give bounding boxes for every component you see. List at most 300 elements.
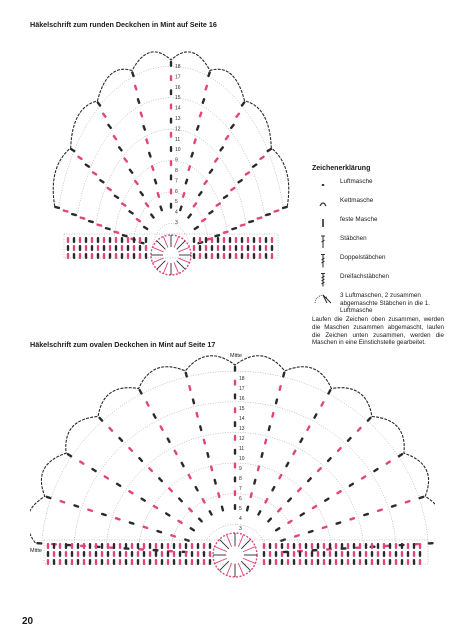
band-stitch [67,245,69,251]
stitch-mark [221,505,225,511]
band-stitch [85,237,87,243]
stitch-mark [145,401,150,407]
stitch-mark [134,84,138,90]
stitch-mark [363,512,369,516]
round-number: 9 [239,466,242,472]
round-number: 15 [175,95,181,102]
band-stitch [167,543,169,549]
band-stitch [269,543,271,549]
center-stitch [241,561,250,570]
center-stitch [153,247,164,252]
band-stitch [341,551,343,557]
doily-fan [30,356,435,577]
round-number: 13 [239,426,245,432]
stitch-mark [159,425,164,431]
band-stitch [247,245,249,251]
stitch-mark [207,71,211,77]
triple-treble-icon [312,273,334,287]
stitch-mark [397,453,403,458]
band-stitch [311,543,313,549]
triple-treble-icon [321,274,325,287]
stitch-mark [165,512,171,517]
stitch-mark [299,512,305,517]
band-stitch [263,543,265,549]
band-stitch [203,543,205,549]
band-stitch [199,245,201,251]
band-stitch [161,543,163,549]
center-stitch [241,539,250,548]
band-stitch [299,543,301,549]
stitch-mark [249,492,253,498]
stitch-mark [282,206,288,210]
band-stitch [271,237,273,243]
stitch-mark [194,485,199,491]
stitch-mark [128,490,134,495]
treble-crochet-icon [321,255,325,268]
stitch-mark [170,534,176,538]
round-number: 11 [175,136,181,143]
band-stitch [139,245,141,251]
band-stitch [185,543,187,549]
stitch-mark [188,507,194,513]
stitch-mark [170,132,172,138]
stitch-mark [404,500,410,504]
slip-stitch-icon [312,197,334,211]
band-stitch [293,543,295,549]
stitch-mark [166,437,171,443]
single-crochet-icon [312,216,334,230]
band-stitch [149,543,151,549]
band-stitch [95,551,97,557]
round-number: 4 [239,516,242,522]
band-stitch [97,237,99,243]
round-number: 18 [175,64,181,70]
band-stitch [143,543,145,549]
stitch-mark [306,425,311,431]
stitch-mark [193,138,197,144]
stitch-mark [142,225,148,230]
band-stitch [125,543,127,549]
stitch-mark [170,118,172,124]
band-stitch [53,543,55,549]
center-stitch [243,547,255,552]
legend-item [312,216,452,230]
band-stitch [353,543,355,549]
stitch-mark [223,230,229,234]
stitch-mark [234,490,236,496]
band-stitch [395,543,397,549]
center-stitch [215,558,227,563]
legend-symbol [312,273,334,287]
band-stitch [191,543,193,549]
stitch-mark [142,125,146,131]
chain-arc [134,192,209,239]
stitch-mark [391,504,397,508]
stitch-mark [240,101,246,107]
stitch-mark [123,157,129,163]
band-stitch [263,551,265,557]
band-stitch [371,551,373,557]
band-stitch [205,245,207,251]
center-stitch [174,262,179,273]
legend-symbol [312,216,334,230]
band-stitch [265,237,267,243]
stitch-mark [170,174,172,180]
band-stitch [209,551,211,557]
double-crochet-icon [312,235,334,249]
center-stitch [219,561,228,570]
stitch-mark [256,216,262,220]
band-stitch [209,543,211,549]
band-stitch [83,551,85,557]
band-stitch [287,551,289,557]
round-number: 8 [175,168,178,174]
stitch-mark [346,436,352,442]
band-stitch [259,245,261,251]
stitch-mark [224,135,230,141]
band-stitch [193,245,195,251]
round-number: 12 [239,436,245,442]
band-stitch [137,543,139,549]
stitch-mark [188,385,192,391]
band-stitch [253,237,255,243]
stitch-mark [278,473,283,479]
band-stitch [407,543,409,549]
stitch-mark [77,155,83,160]
cluster-icon [312,292,334,306]
band-stitch [179,543,181,549]
stitch-mark [96,101,102,107]
stitch-mark [59,500,65,504]
band-stitch [293,551,295,557]
legend-item-label: Kettmasche [340,197,374,204]
band-stitch [413,543,415,549]
stitch-mark [145,138,149,144]
legend-item [312,178,452,192]
round-number: 9 [175,157,178,164]
stitch-mark [106,186,112,191]
band-stitch [65,543,67,549]
band-stitch [121,245,123,251]
stitch-mark [267,517,273,523]
band-stitch [407,551,409,557]
stitch-mark [54,206,60,210]
center-stitch [238,535,243,547]
stitch-mark [203,179,209,185]
stitch-mark [311,504,317,509]
band-stitch [235,245,237,251]
round-number: 4 [175,209,178,216]
stitch-mark [113,194,119,199]
band-stitch [103,245,105,251]
band-stitch [91,245,93,251]
band-stitch [275,543,277,549]
band-stitch [241,245,243,251]
stitch-mark [115,517,121,521]
band-stitch [395,551,397,557]
cluster-icon [315,295,331,303]
stitch-mark [260,452,264,458]
stitch-mark [187,473,192,479]
band-stitch [97,245,99,251]
band-stitch [347,551,349,557]
stitch-mark [71,213,77,217]
stitch-mark [234,504,236,510]
stitch-mark [222,194,228,199]
stitch-note: Laufen die Zeichen oben zusammen, werden die Maschen zusammen abgemascht, laufen die Zeichen unten zusammen, werden die Maschen in eine Einstichstelle gearbeitet. [312,316,444,347]
stitch-mark [237,179,243,184]
stitch-mark [122,234,128,238]
center-stitch [157,261,165,269]
round-number: 6 [175,188,178,195]
scallop-edge [30,356,435,543]
stitch-mark [234,463,236,469]
stitch-mark [377,508,383,512]
stitch-mark [234,407,236,413]
oval-doily-heading: Häkelschrift zum ovalen Deckchen in Mint auf Seite 17 [30,340,216,349]
mitte-label-side: Mitte [30,548,42,554]
band-stitch [335,551,337,557]
band-stitch [145,237,147,243]
stitch-mark [88,220,94,224]
center-stitch [243,558,255,563]
stitch-mark [234,393,236,399]
stitch-mark [199,111,203,117]
band-stitch [259,237,261,243]
center-stitch [219,539,228,548]
band-stitch [67,237,69,243]
stitch-mark [170,103,172,109]
legend-item-label: Stäbchen [340,235,367,242]
band-stitch [143,551,145,557]
band-stitch [127,245,129,251]
stitch-mark [373,467,379,472]
stitch-mark [264,438,268,444]
band-stitch [229,245,231,251]
stitch-mark [202,438,206,444]
band-stitch [329,543,331,549]
round-number: 5 [175,199,178,206]
band-stitch [101,551,103,557]
band-stitch [353,551,355,557]
band-stitch [401,551,403,557]
round-number: 6 [239,496,242,502]
stitch-mark [234,380,236,386]
stitch-mark [321,525,327,529]
stitch-mark [103,475,109,480]
round-number: 16 [175,84,181,91]
chain-stitch-icon [322,184,325,186]
stitch-mark [217,492,221,498]
band-stitch [223,245,225,251]
slip-stitch-icon [320,203,326,206]
stitch-mark [96,223,102,227]
round-number: 13 [175,116,181,122]
band-stitch [79,245,81,251]
center-stitch [177,261,185,269]
stitch-mark [184,178,188,184]
stitch-mark [179,205,183,211]
stitch-mark [187,213,193,219]
stitch-mark [282,371,286,377]
band-stitch [71,543,73,549]
stitch-mark [259,155,265,160]
stitch-mark [326,457,332,463]
stitch-mark [173,449,178,455]
stitch-mark [170,146,172,152]
stitch-mark [313,413,318,419]
band-stitch [77,551,79,557]
band-stitch [365,543,367,549]
stitch-mark [287,497,293,503]
band-stitch [305,551,307,557]
band-stitch [73,245,75,251]
band-stitch [167,551,169,557]
stitch-mark [148,151,152,157]
band-stitch [71,551,73,557]
treble-crochet-icon [312,254,334,268]
stitch-mark [91,171,97,176]
stitch-mark [348,482,354,487]
band-stitch [389,551,391,557]
stitch-mark [246,505,250,511]
stitch-mark [170,189,172,195]
band-stitch [185,551,187,557]
stitch-mark [142,525,148,529]
stitch-mark [271,412,275,418]
stitch-mark [278,385,282,391]
band-stitch [253,245,255,251]
stitch-mark [356,426,362,432]
band-stitch [323,543,325,549]
band-stitch [197,551,199,557]
band-stitch [77,543,79,549]
stitch-mark [308,530,314,534]
band-stitch [217,245,219,251]
round-number: 17 [239,386,245,392]
stitch-mark [244,171,250,176]
band-stitch [269,551,271,557]
band-stitch [359,543,361,549]
stitch-mark [214,157,220,163]
stitch-mark [215,202,221,207]
stitch-mark [135,218,141,223]
band-stitch [125,551,127,557]
band-stitch [131,543,133,549]
stitch-mark [267,425,271,431]
mitte-label-top: Mitte [230,353,242,359]
round-number: 10 [239,456,245,462]
stitch-mark [128,446,134,452]
band-stitch [197,543,199,549]
band-stitch [115,245,117,251]
stitch-mark [273,209,279,213]
legend-item [312,197,452,211]
stitch-mark [128,521,134,525]
band-stitch [101,543,103,549]
stitch-mark [336,490,342,495]
band-stitch [281,551,283,557]
round-number: 3 [175,220,178,226]
stitch-mark [324,497,330,502]
legend-symbol [312,197,334,211]
stitch-mark [204,84,208,90]
stitch-mark [107,123,113,129]
stitch-mark [91,467,97,472]
stitch-mark [182,192,186,198]
stitch-mark [208,210,214,215]
stitch-mark [230,123,236,129]
stitch-mark [257,465,261,471]
stitch-mark [248,220,254,224]
stitch-mark [177,519,183,524]
stitch-mark [252,163,258,168]
chain-stitch-icon [312,178,334,192]
band-stitch [401,543,403,549]
legend-title: Zeichenerklärung [312,165,371,172]
band-stitch [281,543,283,549]
stitch-mark [112,135,118,141]
stitch-mark [297,487,303,493]
round-number: 18 [239,376,245,382]
legend-item [312,235,452,249]
band-stitch [115,237,117,243]
band-stitch [79,237,81,243]
stitch-mark [292,449,297,455]
band-stitch [371,543,373,549]
stitch-mark [213,479,217,485]
stitch-mark [197,517,203,523]
stitch-mark [156,530,162,534]
round-doily-heading: Häkelschrift zum runden Deckchen in Mint auf Seite 16 [30,20,217,29]
stitch-mark [307,477,313,483]
legend-symbol [312,254,334,268]
stitch-mark [320,401,325,407]
stitch-mark [219,146,225,152]
center-stitch [215,547,227,552]
stitch-mark [170,61,172,67]
band-stitch [47,543,49,549]
legend-item-label: Dreifachstäbchen [340,273,390,280]
stitch-mark [266,147,272,152]
round-number: 14 [175,105,181,112]
band-stitch [317,543,319,549]
band-stitch [419,543,421,549]
band-stitch [91,237,93,243]
stitch-mark [178,497,184,503]
stitch-mark [349,517,355,521]
doily-fan [53,52,289,275]
stitch-mark [121,202,127,207]
band-stitch [53,551,55,557]
stitch-mark [210,465,214,471]
round-number: 17 [175,74,181,81]
round-number: 11 [239,446,245,452]
stitch-mark [158,477,164,483]
band-stitch [265,245,267,251]
band-stitch [95,543,97,549]
stitch-mark [285,461,290,467]
stitch-mark [206,452,210,458]
band-stitch [329,551,331,557]
band-stitch [191,551,193,557]
stitch-mark [235,112,241,118]
stitch-mark [66,453,72,458]
stitch-mark [196,125,200,131]
band-stitch [365,551,367,557]
stitch-mark [271,485,276,491]
stitch-mark [113,230,119,234]
